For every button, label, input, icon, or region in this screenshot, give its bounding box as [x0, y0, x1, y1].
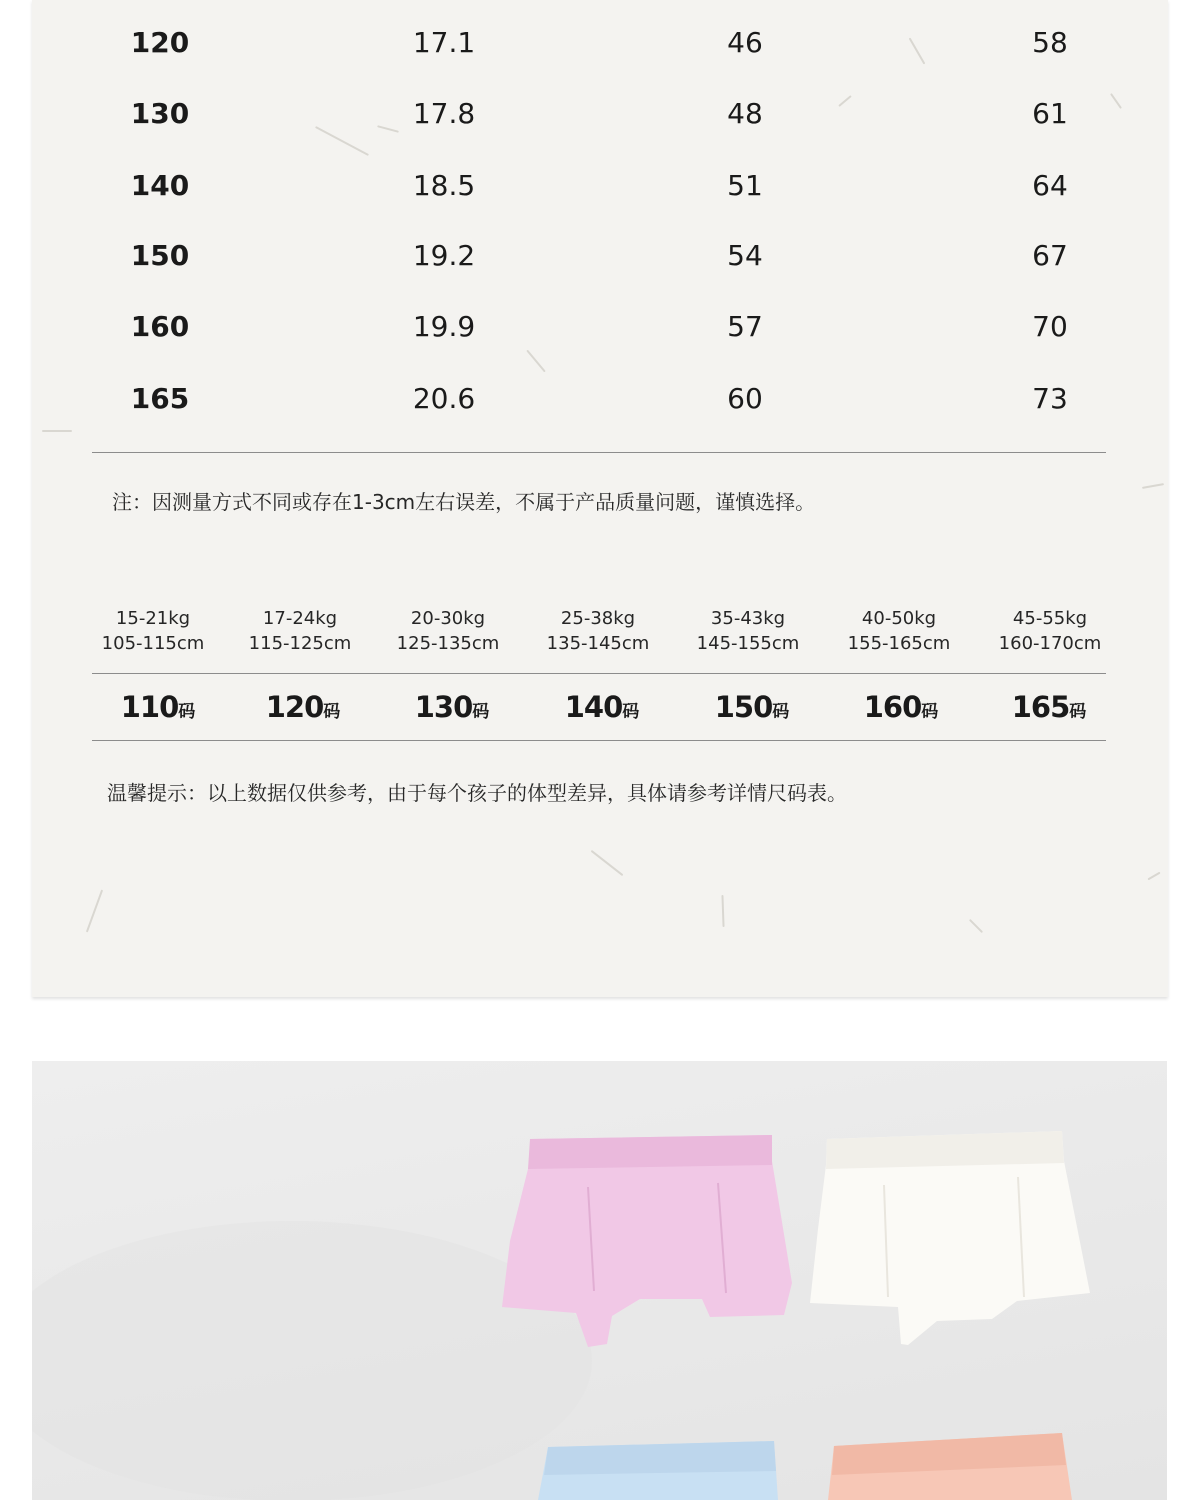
- weight-range: 17-24kg: [262, 608, 338, 629]
- product-illustration: [32, 1061, 1167, 1500]
- size-range: [378, 606, 518, 656]
- white-briefs: [810, 1131, 1090, 1345]
- height-range: 125-135cm: [396, 633, 500, 654]
- size-range: [980, 606, 1120, 656]
- table-cell: 70: [1032, 310, 1068, 343]
- size-unit: 码: [622, 702, 640, 722]
- weight-range: 15-21kg: [115, 608, 191, 629]
- table-cell: 67: [1032, 239, 1068, 272]
- table-cell: 51: [727, 169, 763, 202]
- table-cell: 17.1: [412, 26, 476, 59]
- size-number: 150: [714, 690, 773, 724]
- size-label: [831, 690, 971, 724]
- table-cell-size: 165: [130, 382, 190, 415]
- size-chart-card: [32, 0, 1168, 997]
- table-cell: 48: [727, 97, 763, 130]
- height-range: 135-145cm: [546, 633, 650, 654]
- peach-briefs: [828, 1433, 1072, 1500]
- paper-fiber: [591, 850, 624, 876]
- table-row: [32, 379, 1168, 419]
- size-range: [230, 606, 370, 656]
- table-cell-size: 160: [130, 310, 190, 343]
- table-divider: [92, 452, 1106, 453]
- table-row: [32, 94, 1168, 134]
- table-cell-size: 120: [130, 26, 190, 59]
- table-row: [32, 23, 1168, 63]
- size-label: [88, 690, 228, 724]
- table-cell-size: 140: [130, 169, 190, 202]
- size-number: 140: [564, 690, 623, 724]
- weight-range: 40-50kg: [861, 608, 937, 629]
- size-unit: 码: [323, 702, 341, 722]
- size-label: [682, 690, 822, 724]
- size-label: [233, 690, 373, 724]
- table-cell: 19.2: [412, 239, 476, 272]
- height-range: 115-125cm: [248, 633, 352, 654]
- size-number: 120: [265, 690, 324, 724]
- size-label: [979, 690, 1119, 724]
- table-cell: 57: [727, 310, 763, 343]
- size-number: 110: [120, 690, 179, 724]
- weight-range: 25-38kg: [560, 608, 636, 629]
- size-number: 160: [863, 690, 922, 724]
- table-cell-size: 150: [130, 239, 190, 272]
- size-range: [829, 606, 969, 656]
- height-range: 155-165cm: [847, 633, 951, 654]
- paper-fiber: [42, 430, 72, 432]
- table-cell: 54: [727, 239, 763, 272]
- size-unit: 码: [178, 702, 196, 722]
- size-range: [83, 606, 223, 656]
- table-cell: 20.6: [412, 382, 476, 415]
- product-photo: [32, 1061, 1167, 1500]
- table-cell: 64: [1032, 169, 1068, 202]
- size-unit: 码: [472, 702, 490, 722]
- paper-fiber: [86, 890, 103, 933]
- white-briefs-waistband: [826, 1131, 1064, 1169]
- paper-fiber: [526, 350, 546, 373]
- size-unit: 码: [921, 702, 939, 722]
- size-label: [382, 690, 522, 724]
- blue-briefs-waistband: [544, 1441, 776, 1475]
- size-unit: 码: [772, 702, 790, 722]
- blue-briefs: [538, 1441, 778, 1500]
- table-row: [32, 166, 1168, 206]
- size-guide-bottom-divider: [92, 740, 1106, 741]
- weight-range: 35-43kg: [710, 608, 786, 629]
- paper-fiber: [1147, 872, 1160, 881]
- table-cell: 19.9: [412, 310, 476, 343]
- table-row: [32, 236, 1168, 276]
- table-cell: 17.8: [412, 97, 476, 130]
- table-cell: 46: [727, 26, 763, 59]
- pink-briefs-waistband: [528, 1135, 772, 1169]
- height-range: 145-155cm: [696, 633, 800, 654]
- weight-range: 20-30kg: [410, 608, 486, 629]
- table-cell: 58: [1032, 26, 1068, 59]
- size-range: [528, 606, 668, 656]
- table-cell: 18.5: [412, 169, 476, 202]
- paper-fiber: [1142, 483, 1164, 489]
- table-cell: 60: [727, 382, 763, 415]
- size-unit: 码: [1069, 702, 1087, 722]
- table-cell: 73: [1032, 382, 1068, 415]
- size-range: [678, 606, 818, 656]
- size-number: 165: [1011, 690, 1070, 724]
- size-number: 130: [414, 690, 473, 724]
- weight-range: 45-55kg: [1012, 608, 1088, 629]
- size-guide-top-divider: [92, 673, 1106, 674]
- size-tip: 温馨提示：以上数据仅供参考，由于每个孩子的体型差异，具体请参考详情尺码表。: [107, 781, 847, 805]
- size-label: [532, 690, 672, 724]
- height-range: 105-115cm: [101, 633, 205, 654]
- table-row: [32, 307, 1168, 347]
- paper-fiber: [969, 919, 983, 933]
- measurement-note: 注：因测量方式不同或存在1-3cm左右误差，不属于产品质量问题，谨慎选择。: [112, 490, 816, 514]
- table-cell: 61: [1032, 97, 1068, 130]
- paper-fiber: [721, 895, 724, 927]
- height-range: 160-170cm: [998, 633, 1102, 654]
- table-cell-size: 130: [130, 97, 190, 130]
